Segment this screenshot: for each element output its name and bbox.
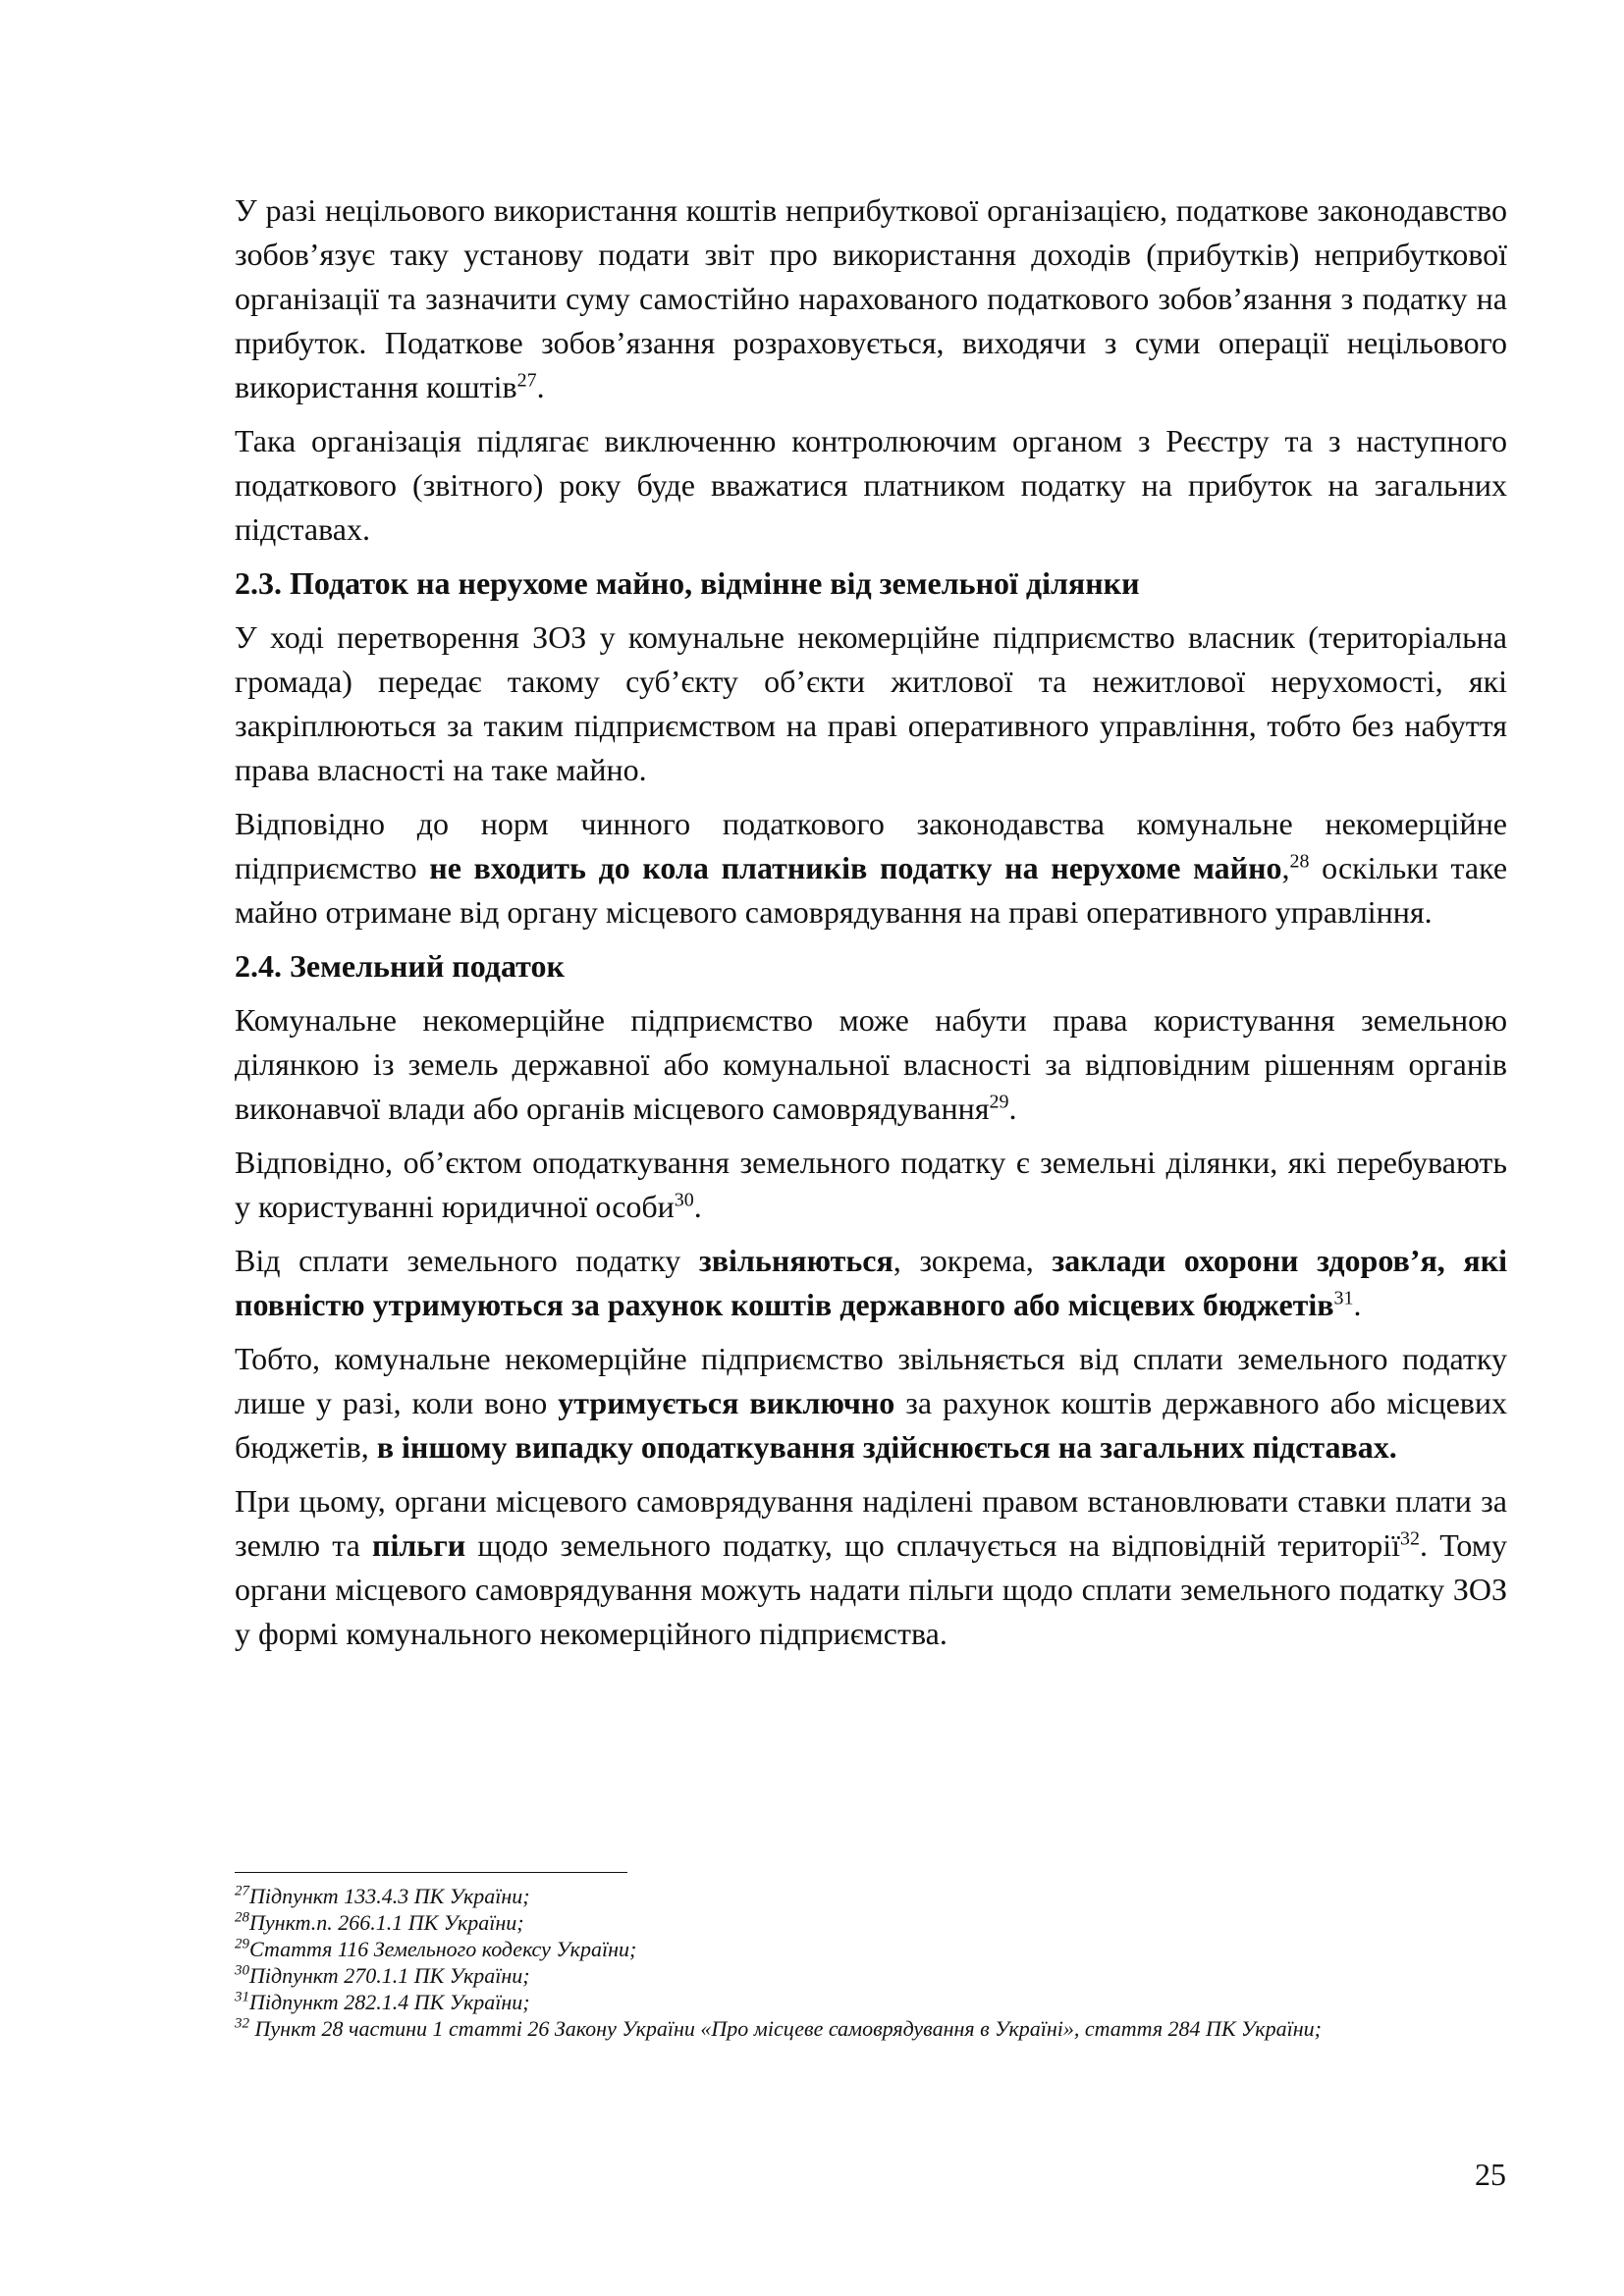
footnote bbox=[235, 1936, 1507, 1962]
footnote bbox=[235, 1883, 1507, 1909]
footnote-number: 27 bbox=[235, 1883, 249, 1899]
footnote-text: Підпункт 270.1.1 ПК України; bbox=[249, 1963, 530, 1988]
paragraph-text: У ході перетворення ЗОЗ у комунальне некомерційне підприємство власник (територіальна громада) передає такому суб’єкту об’єкти житлової та нежитлової нерухомості, які закріплюються за таким підприємством на праві оперативного управління, тобто без набуття права власності на таке майно. bbox=[235, 619, 1507, 787]
paragraph bbox=[235, 998, 1507, 1131]
footnote-number: 28 bbox=[235, 1909, 249, 1926]
footnote bbox=[235, 1962, 1507, 1989]
footnote-text: Підпункт 282.1.4 ПК України; bbox=[249, 1990, 530, 2014]
paragraph-text: Комунальне некомерційне підприємство може набути права користування земельною ділянкою із земель державної або комунальної власності за відповідним рішенням органів виконавчої влади або органів місцевого самоврядування bbox=[235, 1002, 1507, 1126]
paragraph bbox=[235, 802, 1507, 934]
bold-text: не входить до кола платників податку на нерухоме майно bbox=[429, 850, 1282, 885]
footnote-ref: 29 bbox=[989, 1091, 1009, 1113]
paragraph bbox=[235, 1141, 1507, 1229]
bold-text: в іншому випадку оподаткування здійснюється на загальних підставах. bbox=[376, 1429, 1397, 1465]
paragraph-text: щодо земельного податку, що сплачується на відповідній території bbox=[465, 1527, 1401, 1563]
body-text bbox=[235, 188, 1507, 1666]
footnote bbox=[235, 2015, 1507, 2042]
footnote-text: Підпункт 133.4.3 ПК України; bbox=[249, 1884, 530, 1908]
footnotes bbox=[235, 1872, 1507, 2042]
paragraph-text: за рахунок коштів державного або місцевих бюджетів, bbox=[235, 1385, 1508, 1465]
footnote-text: Пункт 28 частини 1 статті 26 Закону України «Про місцеве самоврядування в Україні», стаття 284 ПК України; bbox=[249, 2016, 1322, 2041]
paragraph-text: Відповідно до норм чинного податкового законодавства комунальне некомерційне підприємство bbox=[235, 806, 1507, 885]
paragraph-text: Відповідно, об’єктом оподаткування земельного податку є земельні ділянки, які перебувають у користуванні юридичної особи bbox=[235, 1145, 1507, 1224]
page-number: 25 bbox=[1475, 2157, 1506, 2192]
paragraph-text: Тобто, комунальне некомерційне підприємство звільняється від сплати земельного податку лише у разі, коли воно bbox=[235, 1341, 1507, 1420]
paragraph-text: . bbox=[1353, 1287, 1362, 1322]
footnote-ref: 27 bbox=[516, 369, 537, 392]
footnote-divider bbox=[235, 1872, 627, 1873]
paragraph-text: , bbox=[1281, 850, 1290, 885]
footnote-number: 31 bbox=[235, 1989, 249, 2005]
paragraph-text: Така організація підлягає виключенню контролюючим органом з Реєстру та з наступного податкового (звітного) року буде вважатися платником податку на прибуток на загальних підставах. bbox=[235, 423, 1507, 547]
section-heading: 2.4. Земельний податок bbox=[235, 948, 565, 984]
paragraph bbox=[235, 1479, 1507, 1656]
footnote-number: 32 bbox=[235, 2015, 249, 2032]
paragraph-text: Від сплати земельного податку bbox=[235, 1243, 699, 1278]
footnote bbox=[235, 1989, 1507, 2015]
paragraph-text: . Тому органи місцевого самоврядування можуть надати пільги щодо сплати земельного податку ЗОЗ у формі комунального некомерційного підприємства. bbox=[235, 1527, 1508, 1651]
paragraph bbox=[235, 419, 1507, 552]
paragraph bbox=[235, 1337, 1507, 1469]
paragraph bbox=[235, 615, 1507, 792]
bold-text: заклади охорони здоров’я, які повністю утримуються за рахунок коштів державного або місцевих бюджетів bbox=[235, 1243, 1508, 1322]
paragraph bbox=[235, 1239, 1507, 1327]
paragraph-text: При цьому, органи місцевого самоврядування наділені правом встановлювати ставки плати за землю та bbox=[235, 1483, 1507, 1563]
paragraph-text: , зокрема, bbox=[893, 1243, 1053, 1278]
paragraph-text: У разі нецільового використання коштів неприбуткової організацією, податкове законодавство зобов’язує таку установу подати звіт про використання доходів (прибутків) неприбуткової організації та зазначити суму самостійно нарахованого податкового зобов’язання з податку на прибуток. Податкове зобов’язання розраховується, виходячи з суми операції нецільового використання коштів bbox=[235, 192, 1507, 404]
paragraph-text: . bbox=[536, 369, 545, 404]
footnote-text: Стаття 116 Земельного кодексу України; bbox=[249, 1937, 637, 1961]
footnote-ref: 30 bbox=[674, 1189, 694, 1211]
footnote-number: 30 bbox=[235, 1962, 249, 1979]
footnote-number: 29 bbox=[235, 1936, 249, 1952]
paragraph-text: . bbox=[693, 1189, 702, 1224]
footnote-text: Пункт.п. 266.1.1 ПК України; bbox=[249, 1910, 524, 1935]
section-heading: 2.3. Податок на нерухоме майно, відмінне від земельної ділянки bbox=[235, 565, 1140, 601]
footnote-ref: 28 bbox=[1289, 850, 1310, 873]
bold-text: утримується виключно bbox=[558, 1385, 895, 1420]
paragraph-text: . bbox=[1008, 1091, 1017, 1126]
bold-text: звільняються bbox=[698, 1243, 893, 1278]
footnote-ref: 31 bbox=[1333, 1287, 1354, 1309]
footnote bbox=[235, 1909, 1507, 1936]
paragraph bbox=[235, 188, 1507, 409]
paragraph-text: оскільки таке майно отримане від органу місцевого самоврядування на праві оперативного управління. bbox=[235, 850, 1508, 930]
footnote-ref: 32 bbox=[1400, 1527, 1421, 1550]
bold-text: пільги bbox=[372, 1527, 466, 1563]
